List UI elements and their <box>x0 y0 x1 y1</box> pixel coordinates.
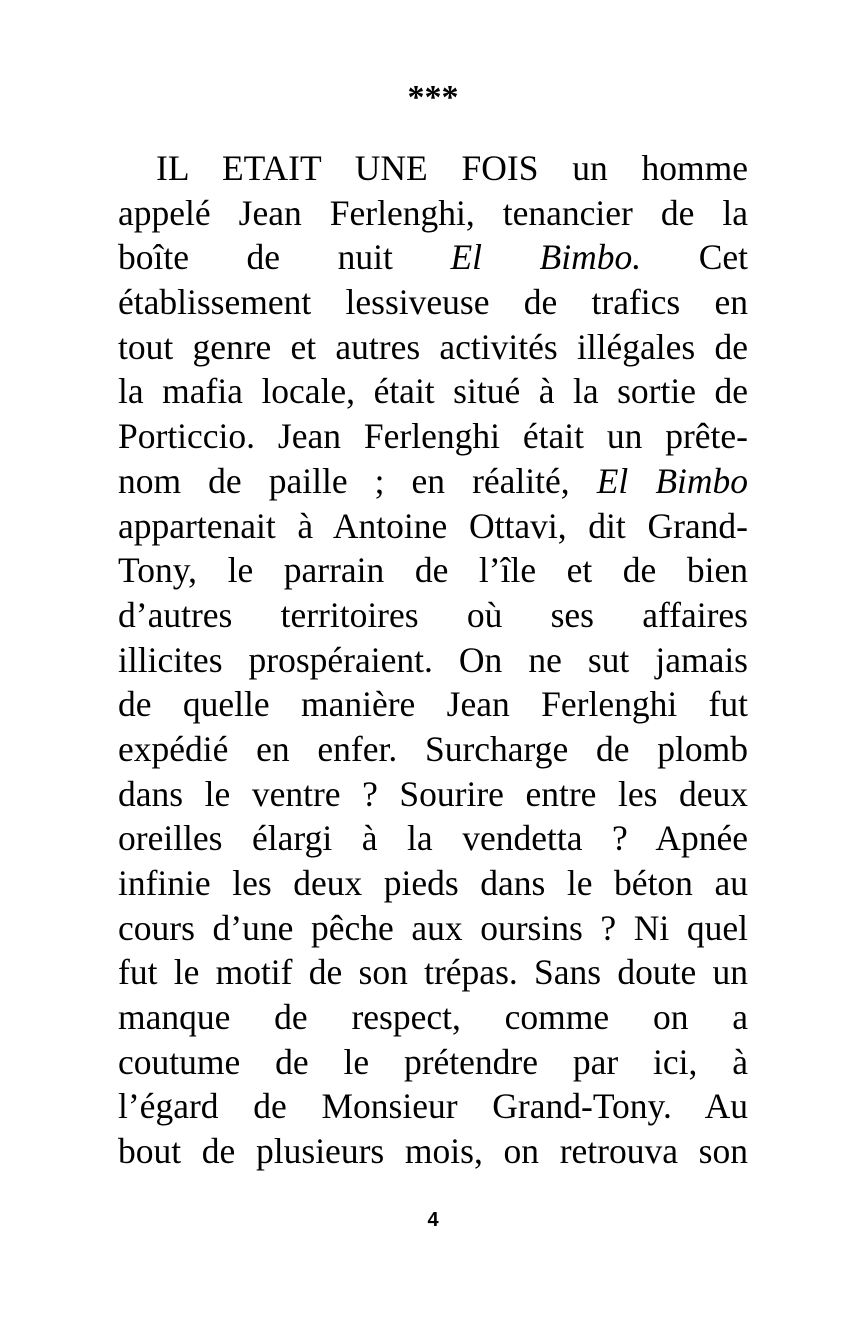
text-line: manque de respect, comme on a <box>118 997 748 1038</box>
section-separator: *** <box>407 79 459 116</box>
text-line: tout genre et autres activités illégales de <box>118 326 748 367</box>
text-line <box>118 459 748 504</box>
text-line: appelé Jean Ferlenghi, tenancier de la <box>118 192 748 233</box>
text-run: Cet <box>641 237 748 278</box>
text-line: dans le ventre ? Sourire entre les deux <box>118 773 748 814</box>
text-line <box>118 235 748 280</box>
text-line: cours d’une pêche aux oursins ? Ni quel <box>118 907 748 948</box>
text-line: coutume de le prétendre par ici, à <box>118 1041 748 1082</box>
text-run: nom de paille ; en réalité, <box>118 460 597 501</box>
text-line: IL ETAIT UNE FOIS un homme <box>156 148 748 188</box>
page-number: 4 <box>427 1209 439 1231</box>
club-name-italic: El Bimbo <box>596 460 749 501</box>
text-line: la mafia locale, était situé à la sortie de <box>118 371 748 412</box>
text-line: bout de plusieurs mois, on retrouva son <box>118 1131 748 1172</box>
text-line: l’égard de Monsieur Grand-Tony. Au <box>118 1086 748 1127</box>
text-line: infinie les deux pieds dans le béton au <box>118 863 748 903</box>
text-line: fut le motif de son trépas. Sans doute un <box>118 952 748 993</box>
text-line: établissement lessiveuse de trafics en <box>118 282 748 323</box>
text-line: illicites prospéraient. On ne sut jamais <box>118 639 748 680</box>
text-line: expédié en enfer. Surcharge de plomb <box>118 728 748 769</box>
text-line: Porticcio. Jean Ferlenghi était un prête- <box>118 416 748 457</box>
text-line: d’autres territoires où ses affaires <box>118 594 748 635</box>
text-line: oreilles élargi à la vendetta ? Apnée <box>118 818 748 859</box>
text-run: boîte de nuit <box>118 237 451 278</box>
text-line: appartenait à Antoine Ottavi, dit Grand- <box>118 505 748 546</box>
club-name-italic: El Bimbo. <box>450 237 642 278</box>
text-line: Tony, le parrain de l’île et de bien <box>118 550 748 591</box>
body-paragraph <box>118 146 748 1174</box>
text-line: de quelle manière Jean Ferlenghi fut <box>118 684 748 725</box>
